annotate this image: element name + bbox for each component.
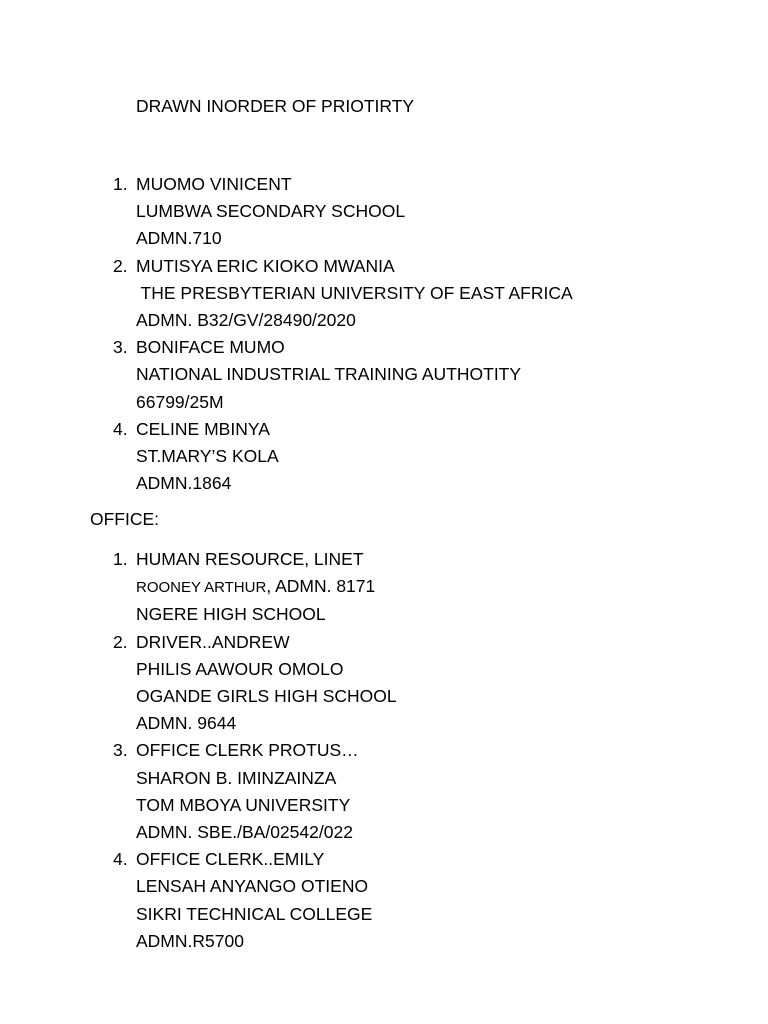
student-admission: ADMN.1864 [136, 473, 232, 494]
office-admission: ADMN.R5700 [136, 930, 244, 951]
office-school: NGERE HIGH SCHOOL [136, 604, 326, 625]
list-item [0, 171, 768, 253]
student-admission: ADMN. B32/GV/28490/2020 [136, 310, 356, 331]
office-person: PHILIS AAWOUR OMOLO [136, 658, 344, 679]
list-number: 3. [113, 337, 128, 358]
student-name: MUOMO VINICENT [136, 174, 292, 194]
list-number: 2. [113, 255, 128, 276]
office-person [136, 573, 768, 601]
office-role: DRIVER..ANDREW [136, 631, 290, 652]
student-list [0, 171, 768, 497]
student-name: CELINE MBINYA [136, 418, 270, 439]
office-admission: ADMN. SBE./BA/02542/022 [136, 822, 353, 843]
student-school: ST.MARY’S KOLA [136, 446, 279, 467]
list-number: 1. [113, 549, 128, 569]
list-item [0, 737, 768, 846]
list-item [0, 334, 768, 416]
office-school: TOM MBOYA UNIVERSITY [136, 794, 351, 815]
office-person: SHARON B. IMINZAINZA [136, 767, 337, 788]
student-school: NATIONAL INDUSTRIAL TRAINING AUTHOTITY [136, 364, 522, 385]
office-person-name: ROONEY ARTHUR [136, 579, 267, 597]
office-admission: , ADMN. 8171 [266, 576, 376, 597]
list-number: 2. [113, 631, 128, 652]
list-item [0, 546, 768, 629]
office-role: OFFICE CLERK PROTUS… [136, 740, 359, 761]
list-item [0, 846, 768, 955]
list-number: 4. [113, 849, 128, 870]
student-admission: 66799/25M [136, 391, 224, 412]
office-school: SIKRI TECHNICAL COLLEGE [136, 903, 373, 924]
list-item [0, 253, 768, 335]
student-name: MUTISYA ERIC KIOKO MWANIA [136, 255, 395, 276]
list-item [0, 629, 768, 738]
list-item [0, 416, 768, 498]
student-school: LUMBWA SECONDARY SCHOOL [136, 201, 406, 222]
office-list [0, 546, 768, 955]
office-school: OGANDE GIRLS HIGH SCHOOL [136, 686, 397, 707]
student-school: THE PRESBYTERIAN UNIVERSITY OF EAST AFRICA [136, 282, 573, 303]
office-role: HUMAN RESOURCE, LINET [136, 549, 364, 569]
office-admission: ADMN. 9644 [136, 713, 237, 734]
office-role: OFFICE CLERK..EMILY [136, 849, 325, 870]
document-heading: DRAWN INORDER OF PRIOTIRTY [136, 96, 415, 116]
list-number: 3. [113, 740, 128, 761]
student-name: BONIFACE MUMO [136, 337, 285, 358]
office-person: LENSAH ANYANGO OTIENO [136, 876, 369, 897]
office-section-label: OFFICE: [90, 509, 160, 529]
student-admission: ADMN.710 [136, 228, 222, 249]
list-number: 1. [113, 174, 128, 194]
list-number: 4. [113, 418, 128, 439]
